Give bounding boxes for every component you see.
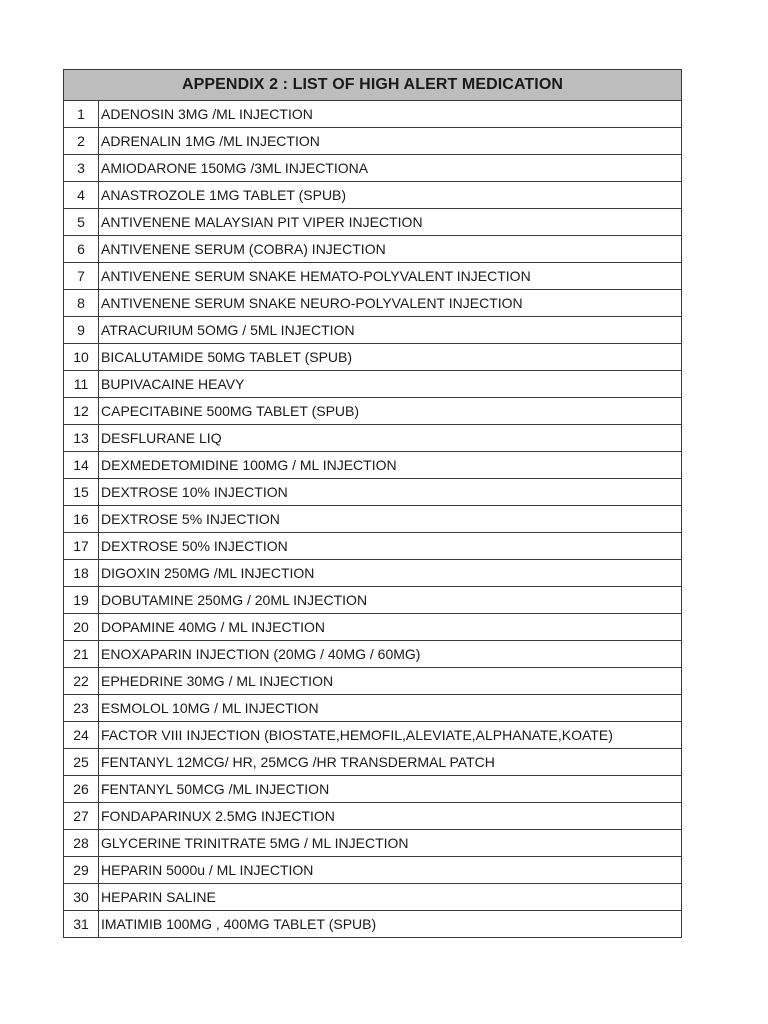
table-row [64,182,682,209]
row-number: 22 [64,668,99,695]
table-row [64,614,682,641]
medication-name: ANASTROZOLE 1MG TABLET (SPUB) [99,182,682,209]
row-number: 4 [64,182,99,209]
table-row [64,155,682,182]
row-number: 10 [64,344,99,371]
row-number: 3 [64,155,99,182]
table-row [64,209,682,236]
table-row [64,884,682,911]
table-body [64,101,682,938]
row-number: 20 [64,614,99,641]
table-row [64,398,682,425]
table-row [64,776,682,803]
table-row [64,425,682,452]
table-row [64,668,682,695]
table-row [64,533,682,560]
medication-name: ANTIVENENE SERUM (COBRA) INJECTION [99,236,682,263]
medication-name: ANTIVENENE SERUM SNAKE NEURO-POLYVALENT INJECTION [99,290,682,317]
medication-name: DEXTROSE 50% INJECTION [99,533,682,560]
row-number: 2 [64,128,99,155]
row-number: 29 [64,857,99,884]
table-row [64,722,682,749]
row-number: 1 [64,101,99,128]
table-row [64,479,682,506]
row-number: 30 [64,884,99,911]
table-row [64,695,682,722]
row-number: 17 [64,533,99,560]
table-row [64,911,682,938]
medication-name: FENTANYL 12MCG/ HR, 25MCG /HR TRANSDERMAL PATCH [99,749,682,776]
row-number: 31 [64,911,99,938]
medication-name: FACTOR VIII INJECTION (BIOSTATE,HEMOFIL,ALEVIATE,ALPHANATE,KOATE) [99,722,682,749]
table-row [64,263,682,290]
table-row [64,587,682,614]
row-number: 11 [64,371,99,398]
medication-name: BICALUTAMIDE 50MG TABLET (SPUB) [99,344,682,371]
table-title: APPENDIX 2 : LIST OF HIGH ALERT MEDICATION [64,70,682,101]
medication-name: DEXTROSE 10% INJECTION [99,479,682,506]
medication-name: DEXMEDETOMIDINE 100MG / ML INJECTION [99,452,682,479]
medication-name: DOBUTAMINE 250MG / 20ML INJECTION [99,587,682,614]
table-row [64,101,682,128]
table-row [64,128,682,155]
row-number: 26 [64,776,99,803]
medication-name: ANTIVENENE SERUM SNAKE HEMATO-POLYVALENT INJECTION [99,263,682,290]
medication-name: ANTIVENENE MALAYSIAN PIT VIPER INJECTION [99,209,682,236]
medication-name: AMIODARONE 150MG /3ML INJECTIONA [99,155,682,182]
row-number: 6 [64,236,99,263]
table-row [64,749,682,776]
row-number: 9 [64,317,99,344]
table-row [64,830,682,857]
table-row [64,506,682,533]
medication-name: ADRENALIN 1MG /ML INJECTION [99,128,682,155]
row-number: 16 [64,506,99,533]
row-number: 18 [64,560,99,587]
medication-name: BUPIVACAINE HEAVY [99,371,682,398]
medication-name: HEPARIN 5000u / ML INJECTION [99,857,682,884]
row-number: 15 [64,479,99,506]
medication-name: DOPAMINE 40MG / ML INJECTION [99,614,682,641]
row-number: 7 [64,263,99,290]
table-row [64,452,682,479]
medication-name: EPHEDRINE 30MG / ML INJECTION [99,668,682,695]
row-number: 14 [64,452,99,479]
medication-name: FONDAPARINUX 2.5MG INJECTION [99,803,682,830]
row-number: 8 [64,290,99,317]
medication-name: ADENOSIN 3MG /ML INJECTION [99,101,682,128]
row-number: 21 [64,641,99,668]
medication-name: ENOXAPARIN INJECTION (20MG / 40MG / 60MG) [99,641,682,668]
row-number: 13 [64,425,99,452]
high-alert-medication-table [63,69,682,938]
medication-name: HEPARIN SALINE [99,884,682,911]
table-row [64,560,682,587]
row-number: 28 [64,830,99,857]
row-number: 24 [64,722,99,749]
table-row [64,344,682,371]
table-row [64,641,682,668]
medication-name: ATRACURIUM 5OMG / 5ML INJECTION [99,317,682,344]
table-row [64,236,682,263]
medication-name: FENTANYL 50MCG /ML INJECTION [99,776,682,803]
table-row [64,290,682,317]
row-number: 19 [64,587,99,614]
medication-name: DEXTROSE 5% INJECTION [99,506,682,533]
medication-name: DIGOXIN 250MG /ML INJECTION [99,560,682,587]
row-number: 27 [64,803,99,830]
table-row [64,371,682,398]
table-row [64,857,682,884]
medication-name: DESFLURANE LIQ [99,425,682,452]
row-number: 25 [64,749,99,776]
medication-name: ESMOLOL 10MG / ML INJECTION [99,695,682,722]
table-header-row [64,70,682,101]
medication-name: IMATIMIB 100MG , 400MG TABLET (SPUB) [99,911,682,938]
medication-name: CAPECITABINE 500MG TABLET (SPUB) [99,398,682,425]
row-number: 23 [64,695,99,722]
row-number: 12 [64,398,99,425]
row-number: 5 [64,209,99,236]
table-row [64,803,682,830]
medication-name: GLYCERINE TRINITRATE 5MG / ML INJECTION [99,830,682,857]
table-row [64,317,682,344]
